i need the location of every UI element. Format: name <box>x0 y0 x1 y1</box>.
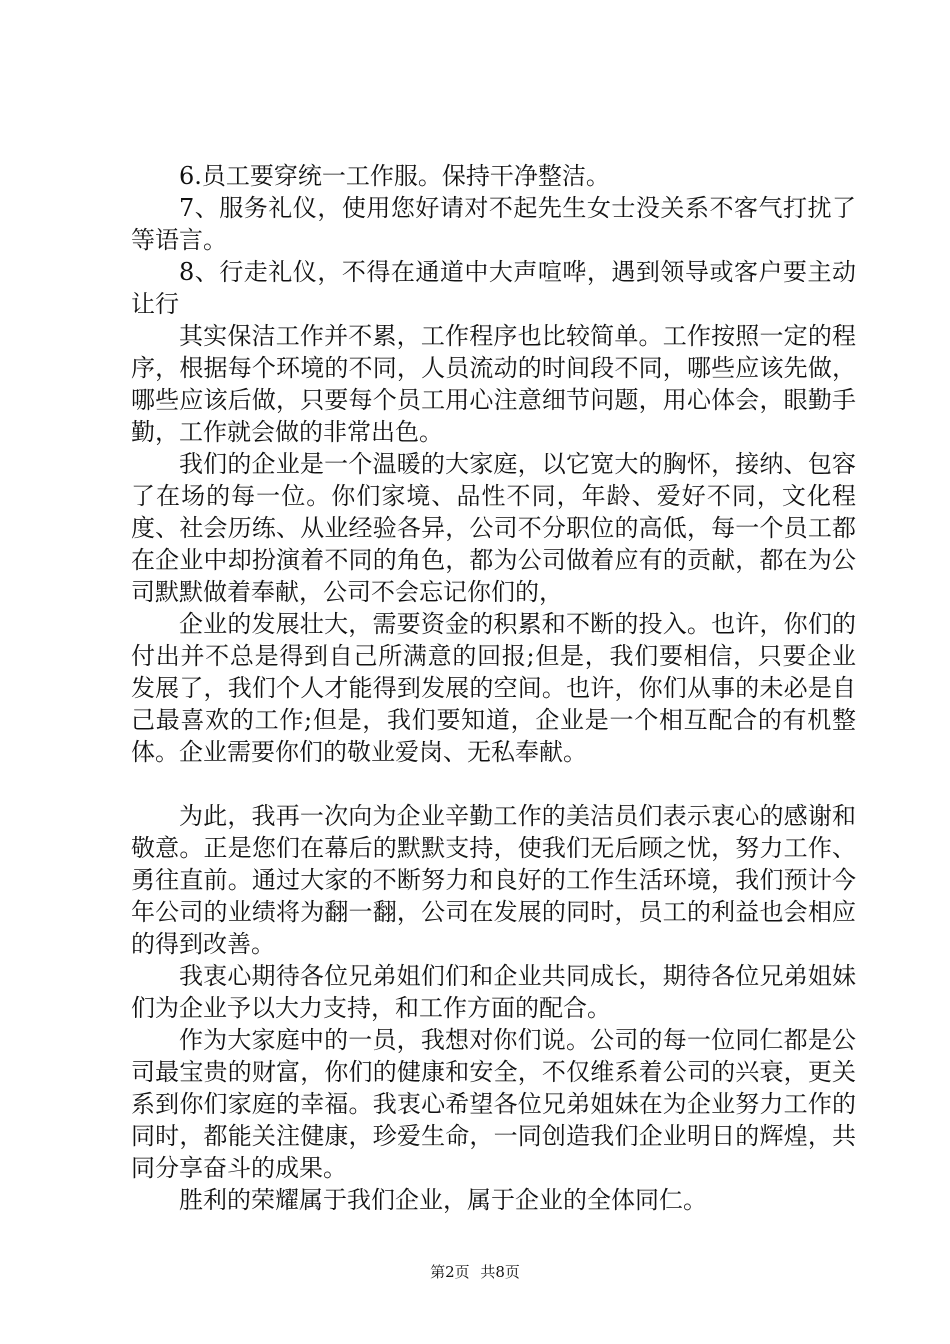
paragraph-big-family: 我们的企业是一个温暖的大家庭，以它宽大的胸怀，接纳、包容了在场的每一位。你们家境、品性不同，年龄、爱好不同，文化程度、社会历练、从业经验各异，公司不分职位的高低，每一个员工都在企业中却扮演着不同的角色，都为公司做着应有的贡献，都在为公司默默做着奉献，公司不会忘记你们的， <box>131 450 856 606</box>
document-body <box>131 160 856 1216</box>
paragraph-health-safety: 作为大家庭中的一员，我想对你们说。公司的每一位同仁都是公司最宝贵的财富，你们的健康和安全，不仅维系着公司的兴衰，更关系到你们家庭的幸福。我衷心希望各位兄弟姐妹在为企业努力工作的同时，都能关注健康，珍爱生命，一同创造我们企业明日的辉煌，共同分享奋斗的成果。 <box>131 1026 856 1182</box>
page-total: 共8页 <box>480 1263 520 1281</box>
paragraph-grow-together: 我衷心期待各位兄弟姐们们和企业共同成长，期待各位兄弟姐妹们为企业予以大力支持，和工作方面的配合。 <box>131 962 856 1022</box>
paragraph-gratitude: 为此，我再一次向为企业辛勤工作的美洁员们表示衷心的感谢和敬意。正是您们在幕后的默默支持，使我们无后顾之忧，努力工作、勇往直前。通过大家的不断努力和良好的工作生活环境，我们预计今年公司的业绩将为翻一翻，公司在发展的同时，员工的利益也会相应的得到改善。 <box>131 802 856 958</box>
paragraph-uniform: 6.员工要穿统一工作服。保持干净整洁。 <box>179 162 610 190</box>
paragraph-closing: 胜利的荣耀属于我们企业，属于企业的全体同仁。 <box>179 1186 707 1214</box>
paragraph-enterprise-growth: 企业的发展壮大，需要资金的积累和不断的投入。也许，你们的付出并不总是得到自己所满意的回报;但是，我们要相信，只要企业发展了，我们个人才能得到发展的空间。也许，你们从事的未必是自己最喜欢的工作;但是，我们要知道，企业是一个相互配合的有机整体。企业需要你们的敬业爱岗、无私奉献。 <box>131 610 856 766</box>
page-footer <box>0 1262 950 1282</box>
paragraph-cleaning-work: 其实保洁工作并不累，工作程序也比较简单。工作按照一定的程序，根据每个环境的不同，人员流动的时间段不同，哪些应该先做，哪些应该后做，只要每个员工用心注意细节问题，用心体会，眼勤手勤，工作就会做的非常出色。 <box>131 322 856 446</box>
page-number: 第2页 <box>430 1263 470 1281</box>
paragraph-service-etiquette: 7、服务礼仪，使用您好请对不起先生女士没关系不客气打扰了等语言。 <box>131 194 856 254</box>
paragraph-walking-etiquette: 8、行走礼仪，不得在通道中大声喧哗，遇到领导或客户要主动让行 <box>131 258 856 318</box>
